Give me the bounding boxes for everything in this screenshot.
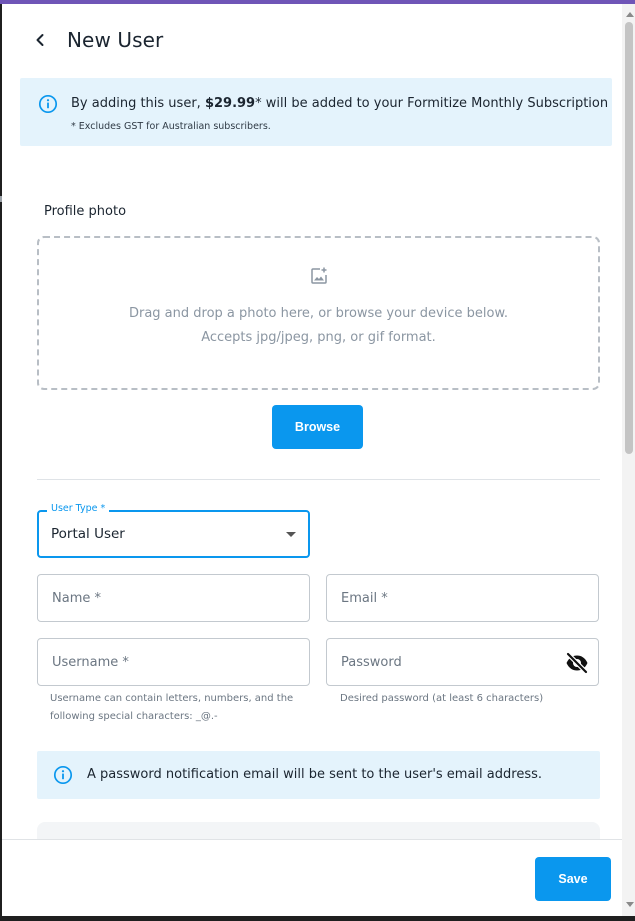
subscription-info-banner [20,78,612,146]
dropzone-instructions: Drag and drop a photo here, or browse your device below. [128,306,509,321]
browse-button[interactable]: Browse [272,405,363,449]
add-photo-icon [309,266,329,286]
scrollbar-thumb[interactable] [625,22,633,454]
name-field[interactable] [37,574,310,622]
caret-down-icon [286,532,296,537]
scroll-down-arrow-icon[interactable] [626,902,634,907]
eye-off-icon [565,652,589,674]
user-type-label: User Type * [47,503,109,514]
email-field[interactable] [326,574,599,622]
info-icon [53,765,73,785]
email-placeholder: Email * [341,591,388,606]
banner-message [71,96,608,111]
username-helper-line: following special characters: _@.- [50,711,218,722]
username-helper-line: Username can contain letters, numbers, and the [50,693,294,704]
banner-text-suffix: * will be added to your Formitize Monthly Subscription [255,96,609,111]
dropzone-accepted-formats: Accepts jpg/jpeg, png, or gif format. [201,330,436,345]
page-title: New User [67,28,164,52]
banner-footnote: * Excludes GST for Australian subscribers. [71,121,271,132]
banner-price: $29.99 [204,96,256,111]
save-button[interactable]: Save [535,857,611,901]
modal-footer [2,839,622,916]
banner-text-prefix: By adding this user, [71,96,205,111]
section-divider [37,479,600,480]
scroll-up-arrow-icon[interactable] [626,12,634,17]
user-type-value: Portal User [51,526,125,542]
password-field[interactable] [326,638,599,686]
profile-photo-label: Profile photo [44,204,127,219]
password-notice-banner [37,751,600,799]
password-helper-text: Desired password (at least 6 characters) [340,693,544,704]
notice-text: A password notification email will be sent to the user's email address. [87,767,542,782]
username-placeholder: Username * [52,655,129,670]
info-icon [38,94,58,114]
photo-dropzone[interactable] [37,236,600,390]
chevron-left-icon [34,33,46,47]
back-button[interactable] [28,26,52,54]
username-helper-text [50,690,293,726]
toggle-password-visibility-button[interactable] [565,652,589,674]
username-field[interactable] [37,638,310,686]
password-placeholder: Password [341,655,402,670]
new-user-modal [2,4,635,916]
name-placeholder: Name * [52,591,101,606]
user-type-select[interactable] [37,503,310,558]
